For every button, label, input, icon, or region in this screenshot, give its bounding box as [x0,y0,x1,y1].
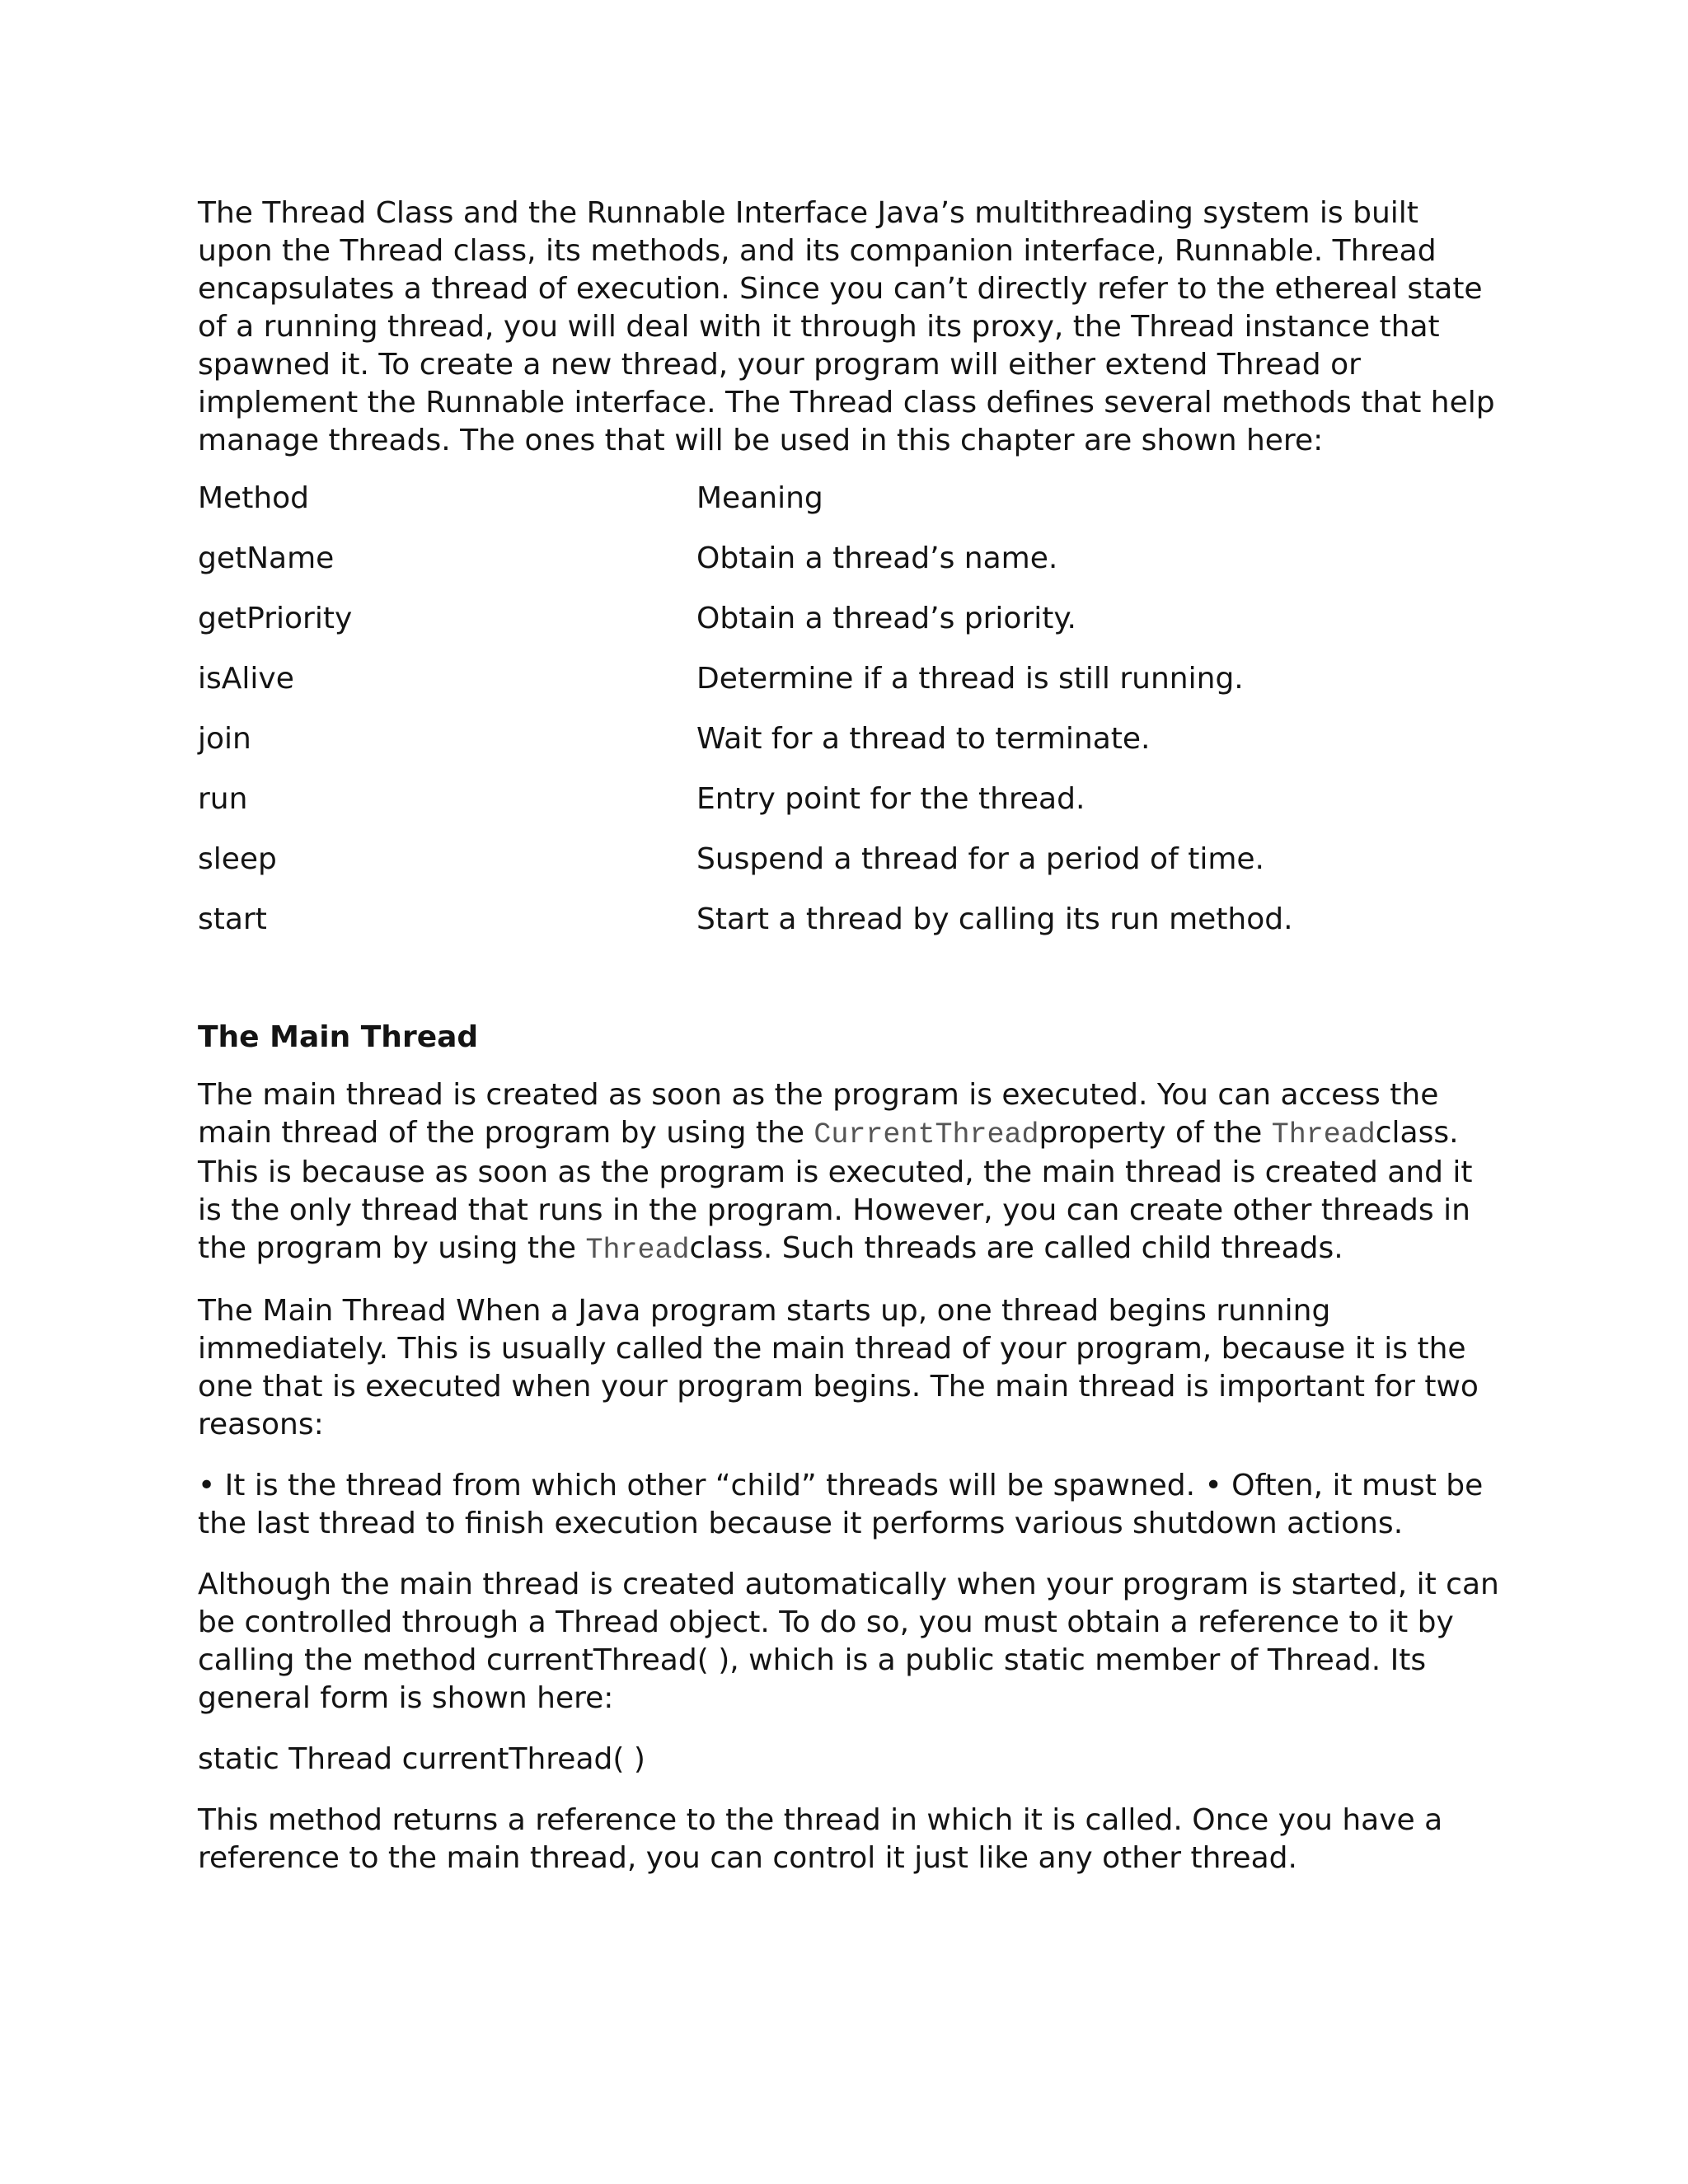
table-header-row [198,480,1500,540]
method-meaning: Suspend a thread for a period of time. [696,842,1264,876]
method-meaning: Determine if a thread is still running. [696,662,1244,696]
paragraph-text: The main thread is created as soon as the program is executed. You can access the main thread of the program by using the [198,1078,1439,1150]
method-name: start [198,902,267,936]
methods-table [198,480,1500,961]
main-thread-paragraph-6: This method returns a reference to the thread in which it is called. Once you have a reference to the main thread, you can control it just like any other thread. [198,1803,1443,1875]
code-thread: Thread [585,1234,690,1267]
main-thread-paragraph-2: The Main Thread When a Java program starts up, one thread begins running immediately. This is usually called the main thread of your program, because it is the one that is executed when your program begins. The main thread is important for two reasons: [198,1294,1479,1441]
method-meaning: Entry point for the thread. [696,782,1085,816]
method-meaning: Wait for a thread to terminate. [696,722,1151,756]
column-header-meaning: Meaning [696,481,823,515]
paragraph-text: property of the [1039,1116,1272,1150]
table-row [198,720,1500,780]
main-thread-paragraph-1 [198,1076,1500,1269]
method-name: run [198,782,248,816]
table-row [198,901,1500,961]
code-currentthread: CurrentThread [814,1118,1039,1151]
method-name: join [198,722,251,756]
code-thread: Thread [1271,1118,1376,1151]
document-page [198,194,1500,1900]
table-row [198,841,1500,901]
intro-paragraph: The Thread Class and the Runnable Interface Java’s multithreading system is built upon the Thread class, its methods, and its companion interface, Runnable. Thread encapsulates a thread of execution. Since you can’t directly refer to the ethereal state of a running thread, you will deal with it through its proxy, the Thread instance that spawned it. To create a new thread, your program will either extend Thread or implement the Runnable interface. The Thread class defines several methods that help manage threads. The ones that will be used in this chapter are shown here: [198,196,1495,457]
method-name: sleep [198,842,277,876]
bullet-paragraph: • It is the thread from which other “child” threads will be spawned. • Often, it must be the last thread to finish execution because it performs various shutdown actions. [198,1469,1484,1540]
section-heading: The Main Thread [198,1020,479,1054]
table-row [198,780,1500,841]
table-row [198,660,1500,720]
code-signature: static Thread currentThread( ) [198,1742,645,1776]
method-name: isAlive [198,662,294,696]
table-row [198,600,1500,660]
column-header-method: Method [198,481,310,515]
method-meaning: Start a thread by calling its run method. [696,902,1293,936]
method-meaning: Obtain a thread’s priority. [696,602,1076,635]
method-meaning: Obtain a thread’s name. [696,541,1058,575]
table-row [198,540,1500,600]
paragraph-text: class. This is because as soon as the program is executed, the main thread is created and it is the only thread that runs in the program. However, you can create other threads in the program by using the [198,1116,1473,1265]
method-name: getName [198,541,335,575]
paragraph-text: class. Such threads are called child threads. [689,1231,1343,1265]
main-thread-paragraph-4: Although the main thread is created automatically when your program is started, it can be controlled through a Thread object. To do so, you must obtain a reference to it by calling the method currentThread( ), which is a public static member of Thread. Its general form is shown here: [198,1568,1499,1715]
method-name: getPriority [198,602,353,635]
